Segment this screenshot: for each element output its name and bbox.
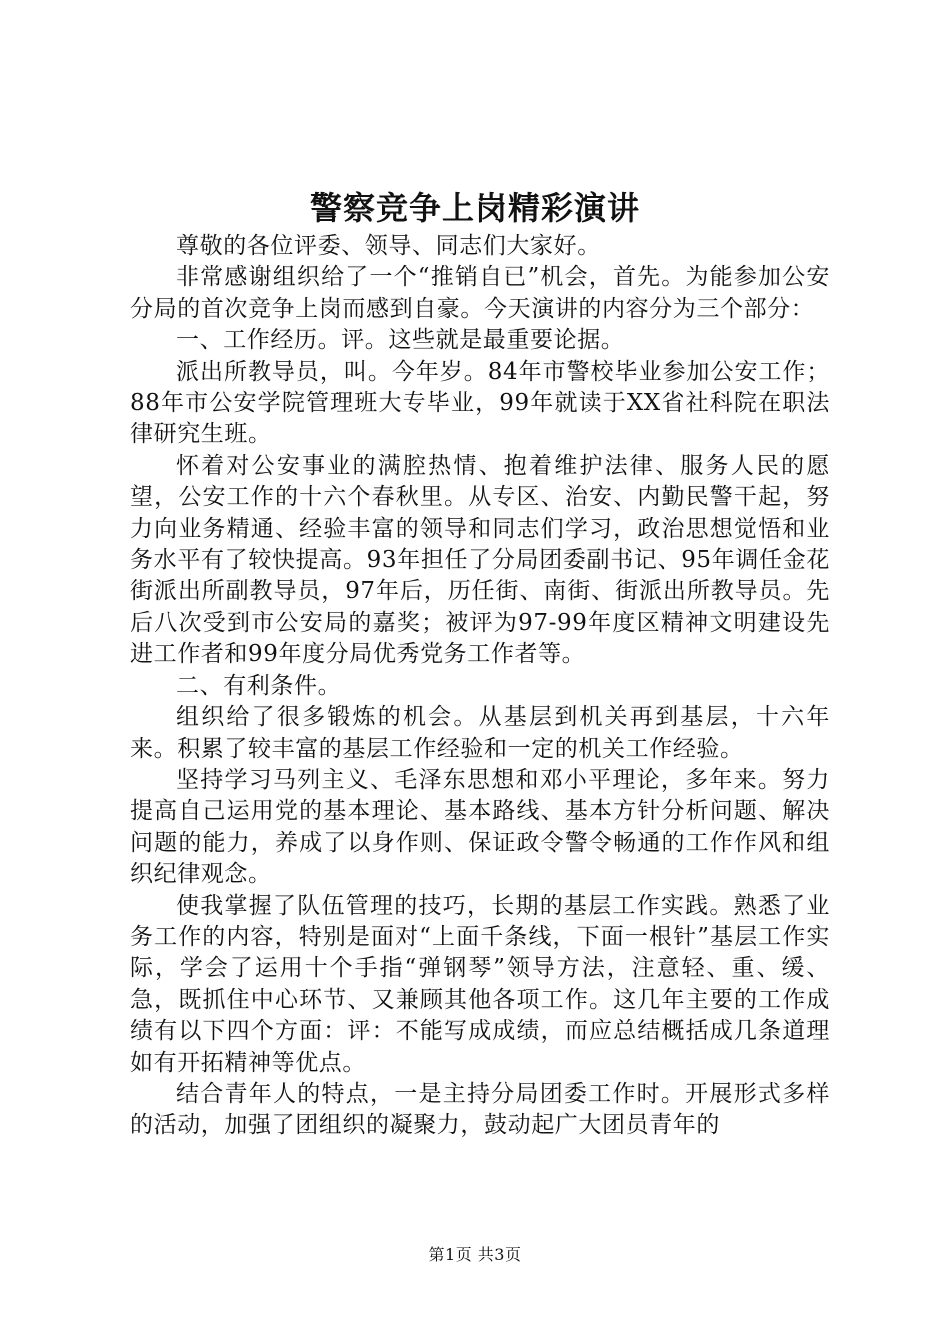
paragraph: 二、有利条件。	[176, 672, 342, 699]
document-body	[130, 231, 830, 1142]
paragraph: 怀着对公安事业的满腔热情、抱着维护法律、服务人民的愿望，公安工作的十六个春秋里。从专区、治安、内勤民警干起，努力向业务精通、经验丰富的领导和同志们学习，政治思想觉悟和业务水平有了较快提高。93年担任了分局团委副书记、95年调任金花街派出所副教导员，97年后，历任街、南街、街派出所教导员。先后八次受到市公安局的嘉奖；被评为97-99年度区精神文明建设先进工作者和99年度分局优秀党务工作者等。	[130, 452, 830, 668]
paragraph: 使我掌握了队伍管理的技巧，长期的基层工作实践。熟悉了业务工作的内容，特别是面对“上面千条线，下面一根针”基层工作实际，学会了运用十个手指“弹钢琴”领导方法，注意轻、重、缓、急，既抓住中心环节、又兼顾其他各项工作。这几年主要的工作成绩有以下四个方面：评：不能写成成绩，而应总结概括成几条道理如有开拓精神等优点。	[130, 892, 830, 1076]
paragraph: 非常感谢组织给了一个“推销自已”机会，首先。为能参加公安分局的首次竞争上岗而感到自豪。今天演讲的内容分为三个部分：	[130, 264, 830, 322]
page-footer: 第1页 共3页	[428, 1245, 522, 1264]
paragraph: 坚持学习马列主义、毛泽东思想和邓小平理论，多年来。努力提高自己运用党的基本理论、基本路线、基本方针分析问题、解决问题的能力，养成了以身作则、保证政令警令畅通的工作作风和组织纪律观念。	[130, 766, 830, 888]
paragraph: 尊敬的各位评委、领导、同志们大家好。	[176, 233, 601, 259]
paragraph: 派出所教导员，叫。今年岁。84年市警校毕业参加公安工作；88年市公安学院管理班大专毕业，99年就读于XX省社科院在职法律研究生班。	[130, 358, 830, 448]
document-title: 警察竞争上岗精彩演讲	[309, 189, 640, 227]
paragraph: 一、工作经历。评。这些就是最重要论据。	[176, 327, 625, 354]
paragraph: 组织给了很多锻炼的机会。从基层到机关再到基层，十六年来。积累了较丰富的基层工作经验和一定的机关工作经验。	[130, 704, 830, 762]
paragraph: 结合青年人的特点，一是主持分局团委工作时。开展形式多样的活动，加强了团组织的凝聚力，鼓动起广大团员青年的	[130, 1080, 830, 1139]
